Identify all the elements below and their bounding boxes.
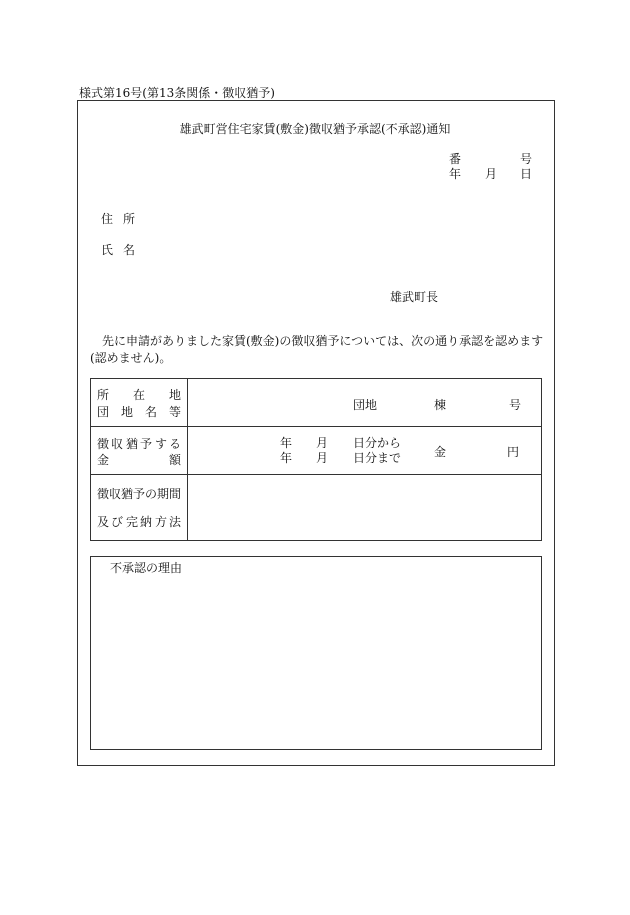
issuer-mayor: 雄武町長 <box>390 290 439 304</box>
kin-label: 金 <box>434 445 447 459</box>
label-char: 収 <box>111 437 124 451</box>
danchi-label: 団地 <box>353 398 378 412</box>
details-table <box>90 378 542 541</box>
label-char: 所 <box>97 388 110 402</box>
label-char: 地 <box>121 405 134 419</box>
label-char: 法 <box>169 515 182 529</box>
to-day-label: 日分まで <box>353 451 402 465</box>
label-char: る <box>169 437 182 451</box>
amount-row <box>91 427 542 475</box>
label-char: 方 <box>155 515 168 529</box>
from-month: 月 <box>316 436 329 450</box>
name-shi: 氏 <box>101 243 114 257</box>
label-char: す <box>155 437 168 451</box>
from-year: 年 <box>280 436 293 450</box>
label-char: 額 <box>169 453 182 467</box>
location-label-cell <box>91 379 188 427</box>
document-title: 雄武町営住宅家賃(敷金)徴収猶予承認(不承認)通知 <box>179 122 451 136</box>
label-char: 徴 <box>97 437 110 451</box>
date-month: 月 <box>485 167 498 181</box>
label-char: 予 <box>140 437 153 451</box>
label-char: 団 <box>97 405 110 419</box>
label-char: 金 <box>97 453 110 467</box>
yen-label: 円 <box>507 445 520 459</box>
amount-value-cell <box>188 427 542 475</box>
label-char: 等 <box>169 405 182 419</box>
number-go: 号 <box>520 152 533 166</box>
notice-body: 先に申請がありました家賃(敷金)の徴収猶予については、次の通り承認を認めます(認めません)。 <box>90 334 544 365</box>
rejection-reason-box <box>90 556 542 750</box>
amount-label-cell <box>91 427 188 475</box>
from-day-label: 日分から <box>353 436 402 450</box>
date-day: 日 <box>520 167 533 181</box>
rejection-reason-label: 不承認の理由 <box>110 561 183 575</box>
to-month: 月 <box>316 451 329 465</box>
label-char: 猶 <box>126 437 139 451</box>
period-label-cell <box>91 475 188 541</box>
name-mei: 名 <box>123 243 136 257</box>
to-year: 年 <box>280 451 293 465</box>
label-char: 完 <box>126 515 139 529</box>
number-ban: 番 <box>449 152 462 166</box>
date-year: 年 <box>449 167 462 181</box>
location-value-cell <box>188 379 542 427</box>
label-char: 地 <box>169 388 182 402</box>
address-sho: 所 <box>123 212 136 226</box>
form-number-label: 様式第16号(第13条関係・徴収猶予) <box>79 86 275 100</box>
period-label: 徴収猶予の期間 <box>97 487 182 501</box>
building-label: 棟 <box>434 398 447 412</box>
period-value-cell <box>188 475 542 541</box>
room-number-label: 号 <box>509 398 522 412</box>
period-row <box>91 475 542 541</box>
label-char: 及 <box>97 515 110 529</box>
label-char: 名 <box>145 405 158 419</box>
label-char: 在 <box>133 388 146 402</box>
location-row <box>91 379 542 427</box>
address-ju: 住 <box>101 212 114 226</box>
label-char: 納 <box>140 515 153 529</box>
label-char: び <box>111 515 124 529</box>
